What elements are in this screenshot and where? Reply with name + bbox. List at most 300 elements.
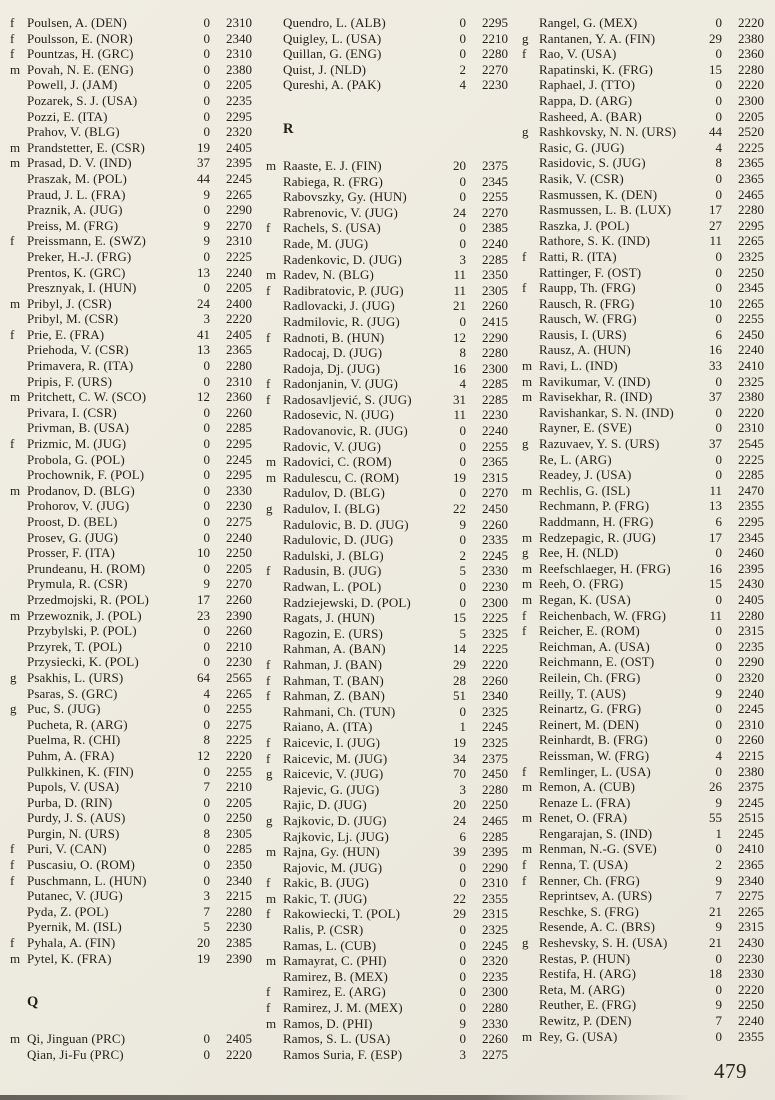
rating-value: 2325 xyxy=(482,922,508,938)
rating-value: 2515 xyxy=(738,810,764,826)
rating-entry xyxy=(522,327,764,343)
rating-value: 2375 xyxy=(738,779,764,795)
rating-entry xyxy=(266,267,508,283)
rating-entry xyxy=(10,810,252,826)
rating-value: 2225 xyxy=(738,451,764,467)
games-count: 11 xyxy=(453,282,466,298)
games-count: 15 xyxy=(709,576,722,592)
rating-value: 2350 xyxy=(482,267,508,283)
player-name: Reichenbach, W. (FRG) xyxy=(539,607,667,623)
rating-value: 2340 xyxy=(482,688,508,704)
rating-entry xyxy=(10,249,252,265)
title-prefix: m xyxy=(522,779,533,795)
rating-entry xyxy=(10,420,252,436)
games-count: 0 xyxy=(203,467,210,483)
player-name: Ramas, L. (CUB) xyxy=(283,937,377,953)
rating-entry xyxy=(522,389,764,405)
title-prefix: m xyxy=(522,810,533,826)
player-name: Rattinger, F. (OST) xyxy=(539,264,642,280)
rating-entry xyxy=(522,732,764,748)
rating-entry xyxy=(10,327,252,343)
rating-entry xyxy=(266,62,508,78)
rating-entry xyxy=(10,1031,252,1047)
rating-value: 2240 xyxy=(482,423,508,439)
rating-entry xyxy=(266,829,508,845)
games-count: 0 xyxy=(203,30,210,46)
rating-entry xyxy=(522,592,764,608)
rating-value: 2365 xyxy=(482,454,508,470)
games-count: 0 xyxy=(203,810,210,826)
rating-entry xyxy=(10,904,252,920)
games-count: 22 xyxy=(453,501,466,517)
games-count: 12 xyxy=(453,329,466,345)
rating-value: 2245 xyxy=(226,170,252,186)
games-count: 0 xyxy=(459,953,466,969)
title-prefix: m xyxy=(522,358,533,374)
rating-entry xyxy=(522,951,764,967)
games-count: 24 xyxy=(453,204,466,220)
games-count: 0 xyxy=(715,92,722,108)
player-name: Rasmussen, K. (DEN) xyxy=(539,186,658,202)
player-name: Reprintsev, A. (URS) xyxy=(539,888,653,904)
games-count: 0 xyxy=(459,594,466,610)
title-prefix: m xyxy=(266,844,277,860)
rating-value: 2255 xyxy=(738,311,764,327)
rating-value: 2405 xyxy=(738,591,764,607)
games-count: 11 xyxy=(453,407,466,423)
rating-entry xyxy=(522,888,764,904)
rating-entry xyxy=(10,342,252,358)
rating-value: 2305 xyxy=(482,282,508,298)
rating-value: 2245 xyxy=(738,825,764,841)
rating-entry xyxy=(266,77,508,93)
rating-entry xyxy=(522,342,764,358)
games-count: 0 xyxy=(203,872,210,888)
player-name: Rasidovic, S. (JUG) xyxy=(539,155,646,171)
games-count: 0 xyxy=(459,703,466,719)
games-count: 0 xyxy=(715,108,722,124)
rating-entry xyxy=(522,62,764,78)
player-name: Reichmann, E. (OST) xyxy=(539,654,655,670)
player-name: Psakhis, L. (URS) xyxy=(27,669,124,685)
games-count: 24 xyxy=(453,812,466,828)
games-count: 16 xyxy=(709,560,722,576)
rating-entry xyxy=(522,966,764,982)
rating-entry xyxy=(522,873,764,889)
rating-entry xyxy=(266,953,508,969)
player-name: Puri, V. (CAN) xyxy=(27,841,107,857)
rating-entry xyxy=(266,548,508,564)
player-name: Psaras, S. (GRC) xyxy=(27,685,118,701)
player-name: Raupp, Th. (FRG) xyxy=(539,280,636,296)
games-count: 4 xyxy=(459,77,466,93)
rating-entry xyxy=(266,751,508,767)
rating-entry xyxy=(522,576,764,592)
rating-value: 2295 xyxy=(738,217,764,233)
games-count: 0 xyxy=(715,654,722,670)
player-name: Rahman, Z. (BAN) xyxy=(283,688,385,704)
player-name: Raicevic, I. (JUG) xyxy=(283,734,381,750)
rating-value: 2545 xyxy=(738,436,764,452)
player-name: Raiano, A. (ITA) xyxy=(283,719,373,735)
games-count: 0 xyxy=(459,30,466,46)
games-count: 13 xyxy=(197,342,210,358)
rating-column xyxy=(266,15,508,1062)
games-count: 37 xyxy=(709,436,722,452)
rating-entry xyxy=(266,517,508,533)
rating-entry xyxy=(522,46,764,62)
player-name: Renman, N.-G. (SVE) xyxy=(539,841,657,857)
rating-value: 2265 xyxy=(738,903,764,919)
rating-entry xyxy=(522,280,764,296)
player-name: Pozzi, E. (ITA) xyxy=(27,108,108,124)
rating-value: 2240 xyxy=(482,235,508,251)
rating-entry xyxy=(266,205,508,221)
rating-entry xyxy=(10,576,252,592)
games-count: 19 xyxy=(197,139,210,155)
player-name: Ravisekhar, R. (IND) xyxy=(539,389,653,405)
title-prefix: f xyxy=(266,563,271,579)
rating-entry xyxy=(266,766,508,782)
rating-value: 2275 xyxy=(482,1046,508,1062)
player-name: Prosser, F. (ITA) xyxy=(27,545,115,561)
rating-value: 2260 xyxy=(482,1031,508,1047)
rating-entry xyxy=(266,626,508,642)
games-count: 9 xyxy=(715,872,722,888)
rating-entry xyxy=(266,844,508,860)
games-count: 39 xyxy=(453,844,466,860)
games-count: 0 xyxy=(459,875,466,891)
rating-value: 2295 xyxy=(738,514,764,529)
rating-entry xyxy=(10,265,252,281)
rating-entry xyxy=(522,358,764,374)
title-prefix: f xyxy=(266,750,271,766)
player-name: Prentos, K. (GRC) xyxy=(27,264,126,280)
player-name: Pripis, F. (URS) xyxy=(27,373,113,389)
player-name: Restifa, H. (ARG) xyxy=(539,966,637,982)
rating-entry xyxy=(266,361,508,377)
rating-entry xyxy=(10,311,252,327)
games-count: 29 xyxy=(453,906,466,922)
player-name: Reefschlaeger, H. (FRG) xyxy=(539,560,671,576)
player-name: Reta, M. (ARG) xyxy=(539,981,625,997)
player-name: Ragozin, E. (URS) xyxy=(283,625,383,641)
player-name: Pupols, V. (USA) xyxy=(27,779,120,795)
player-name: Ramirez, E. (ARG) xyxy=(283,984,386,1000)
games-count: 0 xyxy=(459,579,466,594)
rating-value: 2340 xyxy=(738,872,764,888)
rating-entry xyxy=(266,891,508,907)
player-name: Reissman, W. (FRG) xyxy=(539,747,650,763)
rating-value: 2280 xyxy=(226,903,252,919)
rating-entry xyxy=(10,389,252,405)
rating-entry xyxy=(10,764,252,780)
title-prefix: m xyxy=(10,155,21,171)
player-name: Radwan, L. (POL) xyxy=(283,579,382,594)
rating-value: 2230 xyxy=(226,498,252,514)
games-count: 9 xyxy=(203,576,210,592)
title-prefix: g xyxy=(10,669,17,685)
games-count: 0 xyxy=(715,950,722,966)
rating-value: 2280 xyxy=(482,345,508,361)
rating-value: 2395 xyxy=(482,844,508,860)
rating-value: 2355 xyxy=(482,890,508,906)
player-name: Rajna, Gy. (HUN) xyxy=(283,844,380,860)
rating-entry xyxy=(10,31,252,47)
rating-value: 2320 xyxy=(482,953,508,969)
rating-entry xyxy=(10,140,252,156)
rating-value: 2205 xyxy=(226,560,252,576)
title-prefix: f xyxy=(10,46,15,62)
games-count: 0 xyxy=(459,485,466,501)
rating-entry xyxy=(10,670,252,686)
player-name: Rey, G. (USA) xyxy=(539,1028,618,1044)
games-count: 0 xyxy=(203,77,210,93)
rating-value: 2315 xyxy=(738,623,764,639)
player-name: Prasad, D. V. (IND) xyxy=(27,155,132,171)
rating-entry xyxy=(522,265,764,281)
rating-value: 2295 xyxy=(226,108,252,124)
title-prefix: m xyxy=(522,591,533,607)
rating-value: 2470 xyxy=(738,482,764,498)
games-count: 0 xyxy=(203,404,210,420)
games-count: 17 xyxy=(709,529,722,545)
rating-value: 2310 xyxy=(482,875,508,891)
rating-value: 2285 xyxy=(226,841,252,857)
rating-entry xyxy=(266,1016,508,1032)
games-count: 0 xyxy=(715,467,722,483)
player-name: Ravikumar, V. (IND) xyxy=(539,373,651,389)
rating-value: 2365 xyxy=(738,170,764,186)
rating-entry xyxy=(266,563,508,579)
title-prefix: f xyxy=(266,1000,271,1016)
rating-entry xyxy=(10,62,252,78)
rating-value: 2285 xyxy=(482,251,508,267)
games-count: 0 xyxy=(203,108,210,124)
games-count: 4 xyxy=(459,376,466,392)
player-name: Reuther, E. (FRG) xyxy=(539,997,637,1013)
player-name: Reinartz, G. (FRG) xyxy=(539,701,642,717)
games-count: 0 xyxy=(715,638,722,654)
rating-entry xyxy=(522,498,764,514)
games-count: 0 xyxy=(715,763,722,779)
player-name: Radulescu, C. (ROM) xyxy=(283,469,399,485)
player-name: Pyda, Z. (POL) xyxy=(27,903,109,919)
rating-entry xyxy=(10,545,252,561)
rating-entry xyxy=(522,795,764,811)
games-count: 10 xyxy=(197,545,210,561)
player-name: Ravishankar, S. N. (IND) xyxy=(539,404,674,420)
rating-entry xyxy=(266,158,508,174)
rating-entry xyxy=(10,452,252,468)
rating-value: 2260 xyxy=(738,732,764,748)
rating-entry xyxy=(10,218,252,234)
games-count: 16 xyxy=(709,342,722,358)
player-name: Rashkovsky, N. N. (URS) xyxy=(539,124,677,140)
title-prefix: m xyxy=(10,61,21,77)
games-count: 3 xyxy=(203,311,210,327)
games-count: 0 xyxy=(459,859,466,875)
player-name: Pulkkinen, K. (FIN) xyxy=(27,763,134,779)
player-name: Radocaj, D. (JUG) xyxy=(283,345,383,361)
player-name: Quigley, L. (USA) xyxy=(283,30,382,46)
player-name: Rausch, W. (FRG) xyxy=(539,311,637,327)
rating-value: 2210 xyxy=(226,638,252,654)
title-prefix: f xyxy=(522,607,527,623)
rating-entry xyxy=(522,171,764,187)
title-prefix: g xyxy=(266,812,273,828)
title-prefix: f xyxy=(10,841,15,857)
games-count: 0 xyxy=(203,280,210,296)
games-count: 9 xyxy=(459,516,466,532)
player-name: Rahman, J. (BAN) xyxy=(283,656,383,672)
rating-entry xyxy=(522,218,764,234)
player-name: Ratti, R. (ITA) xyxy=(539,248,617,264)
games-count: 0 xyxy=(203,763,210,779)
rating-entry xyxy=(266,719,508,735)
games-count: 0 xyxy=(203,794,210,810)
rating-value: 2310 xyxy=(226,233,252,249)
section-heading: Q xyxy=(27,994,39,1011)
rating-value: 2225 xyxy=(738,139,764,155)
rating-value: 2340 xyxy=(226,30,252,46)
rating-value: 2375 xyxy=(482,750,508,766)
games-count: 18 xyxy=(709,966,722,982)
rating-value: 2205 xyxy=(226,77,252,93)
rating-entry xyxy=(10,358,252,374)
rating-value: 2310 xyxy=(226,373,252,389)
player-name: Quist, J. (NLD) xyxy=(283,61,367,77)
rating-entry xyxy=(522,436,764,452)
title-prefix: m xyxy=(522,529,533,545)
rating-value: 2305 xyxy=(226,825,252,841)
rating-entry xyxy=(522,639,764,655)
player-name: Rechmann, P. (FRG) xyxy=(539,498,650,514)
rating-value: 2410 xyxy=(738,841,764,857)
games-count: 6 xyxy=(459,828,466,844)
rating-entry xyxy=(522,467,764,483)
games-count: 11 xyxy=(709,233,722,249)
player-name: Presznyak, I. (HUN) xyxy=(27,280,137,296)
games-count: 15 xyxy=(709,61,722,77)
games-count: 0 xyxy=(203,514,210,529)
player-name: Puscasiu, O. (ROM) xyxy=(27,857,135,873)
rating-entry xyxy=(522,919,764,935)
rating-entry xyxy=(10,530,252,546)
title-prefix: f xyxy=(10,872,15,888)
player-name: Prymula, R. (CSR) xyxy=(27,576,128,592)
games-count: 0 xyxy=(203,638,210,654)
rating-entry xyxy=(522,654,764,670)
rating-value: 2465 xyxy=(738,186,764,202)
games-count: 44 xyxy=(197,170,210,186)
rating-column xyxy=(10,15,252,1062)
player-name: Raszka, J. (POL) xyxy=(539,217,630,233)
games-count: 0 xyxy=(459,968,466,984)
games-count: 0 xyxy=(459,235,466,251)
player-name: Resende, A. C. (BRS) xyxy=(539,919,656,935)
games-count: 0 xyxy=(203,46,210,62)
rating-entry xyxy=(522,748,764,764)
rating-entry xyxy=(522,124,764,140)
player-name: Raphael, J. (TTO) xyxy=(539,77,636,93)
games-count: 0 xyxy=(203,841,210,857)
player-name: Povah, N. E. (ENG) xyxy=(27,61,134,77)
player-name: Prosev, G. (JUG) xyxy=(27,529,119,545)
player-name: Ramirez, B. (MEX) xyxy=(283,968,388,984)
rating-entry xyxy=(522,514,764,530)
rating-value: 2225 xyxy=(482,641,508,657)
player-name: Radulov, D. (BLG) xyxy=(283,485,385,501)
player-name: Pritchett, C. W. (SCO) xyxy=(27,389,147,405)
rating-value: 2325 xyxy=(482,703,508,719)
player-name: Qian, Ji-Fu (PRC) xyxy=(27,1046,124,1062)
section-heading: R xyxy=(283,120,294,137)
games-count: 0 xyxy=(459,220,466,236)
title-prefix: f xyxy=(266,656,271,672)
player-name: Prandstetter, E. (CSR) xyxy=(27,139,145,155)
player-name: Rausch, R. (FRG) xyxy=(539,295,635,311)
rating-entry xyxy=(10,654,252,670)
games-count: 0 xyxy=(459,984,466,1000)
rating-value: 2310 xyxy=(738,716,764,732)
player-name: Przybylski, P. (POL) xyxy=(27,623,137,639)
rating-entry xyxy=(522,374,764,390)
games-count: 12 xyxy=(197,747,210,763)
title-prefix: g xyxy=(522,545,529,561)
rating-value: 2405 xyxy=(226,139,252,155)
rating-value: 2390 xyxy=(226,950,252,966)
rating-value: 2220 xyxy=(738,981,764,997)
games-count: 0 xyxy=(715,311,722,327)
player-name: Pytel, K. (FRA) xyxy=(27,950,112,966)
rating-value: 2315 xyxy=(482,906,508,922)
player-name: Puelma, R. (CHI) xyxy=(27,732,121,748)
games-count: 0 xyxy=(459,532,466,548)
games-count: 10 xyxy=(709,295,722,311)
rating-entry xyxy=(10,280,252,296)
player-name: Prochownik, F. (POL) xyxy=(27,467,145,483)
games-count: 19 xyxy=(453,734,466,750)
games-count: 6 xyxy=(715,326,722,342)
rating-value: 2465 xyxy=(482,812,508,828)
rating-entry xyxy=(10,405,252,421)
player-name: Radziejewski, D. (POL) xyxy=(283,594,411,610)
rating-value: 2260 xyxy=(226,404,252,420)
games-count: 11 xyxy=(453,267,466,283)
player-name: Radovici, C. (ROM) xyxy=(283,454,392,470)
player-name: Quillan, G. (ENG) xyxy=(283,46,382,62)
games-count: 0 xyxy=(203,358,210,374)
games-count: 11 xyxy=(709,482,722,498)
rating-value: 2365 xyxy=(738,155,764,171)
player-name: Rajevic, G. (JUG) xyxy=(283,781,380,797)
rating-value: 2330 xyxy=(482,1015,508,1031)
games-count: 9 xyxy=(203,233,210,249)
games-count: 5 xyxy=(459,563,466,579)
rating-entry xyxy=(522,670,764,686)
title-prefix: f xyxy=(10,30,15,46)
games-count: 0 xyxy=(715,404,722,420)
games-count: 0 xyxy=(459,189,466,205)
games-count: 0 xyxy=(203,498,210,514)
rating-entry xyxy=(10,171,252,187)
player-name: Ramayrat, C. (PHI) xyxy=(283,953,387,969)
games-count: 0 xyxy=(203,482,210,498)
games-count: 0 xyxy=(715,623,722,639)
rating-value: 2240 xyxy=(738,1013,764,1028)
player-name: Qi, Jinguan (PRC) xyxy=(27,1031,126,1047)
